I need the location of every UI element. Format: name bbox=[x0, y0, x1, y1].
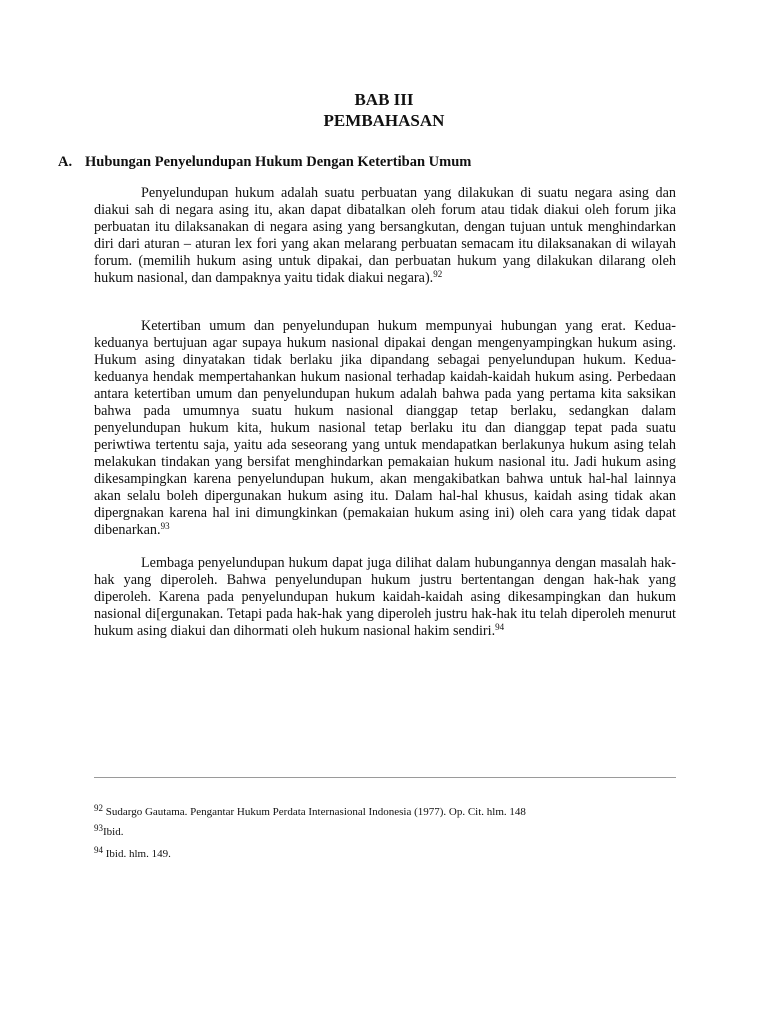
paragraph-3 bbox=[94, 555, 676, 640]
paragraph-text: Ketertiban umum dan penyelundupan hukum mempunyai hubungan yang erat. Kedua-keduanya bertujuan agar supaya hukum nasional dipakai dengan mengenyampingkan hukum asing. Hukum asing dinyatakan tidak berlaku jika dipandang sebagai penyelundupan hukum. Kedua-keduanya hendak mempertahankan hukum nasional terhadap kaidah-kaidah hukum asing. Perbedaan antara ketertiban umum dan penyelundupan hukum adalah bahwa pada yang pertama kita saksikan bahwa pada umumnya suatu hukum nasional dianggap tetap berlaku, sedangkan dalam penyelundupan hukum kita, hukum nasional tetap berlaku itu dan dianggap tepat pada suatu periwtiwa tertentu saja, yaitu ada seseorang yang untuk mendapatkan berlakunya hukum asing telah melakukan tindakan yang bersifat menghindarkan pemakaian hukum nasional itu. Jadi hukum asing dikesampingkan karena penyelundupan hukum, akan mengakibatkan bahwa untuk hal-hal lainnya akan selalu boleh dipergunakan hukum asing itu. Dalam hal-hal khusus, kaidah asing tidak akan dipergnakan karena hal ini dimungkinkan (pemakaian hukum asing ini) oleh cara yang tidak dapat dibenarkan. bbox=[94, 318, 676, 538]
footnote-text: Ibid. bbox=[103, 826, 124, 838]
footnote-92 bbox=[94, 805, 526, 819]
footnote-ref-93[interactable]: 93 bbox=[160, 521, 170, 531]
paragraph-1 bbox=[94, 185, 676, 287]
paragraph-text: Penyelundupan hukum adalah suatu perbuatan yang dilakukan di suatu negara asing dan diakui sah di negara asing itu, akan dapat dibatalkan oleh forum atau tidak diakui oleh forum jika perbuatan itu dilaksanakan di negara asing yang bersangkutan, dengan tujuan untuk menghindarkan diri dari aturan – aturan lex fori yang akan melarang perbuatan semacam itu dilaksanakan di wilayah forum. (memilih hukum asing untuk dipakai, dan perbuatan hukum yang dilakukan dilarang oleh hukum nasional, dan dampaknya yaitu tidak diakui negara). bbox=[94, 185, 676, 286]
section-letter: A. bbox=[58, 154, 73, 170]
footnote-94 bbox=[94, 847, 171, 861]
chapter-subtitle: PEMBAHASAN bbox=[323, 111, 445, 130]
footnote-number: 93 bbox=[94, 823, 103, 833]
footnote-ref-94[interactable]: 94 bbox=[495, 622, 505, 632]
section-heading bbox=[58, 153, 471, 171]
section-title-text: Hubungan Penyelundupan Hukum Dengan Ketertiban Umum bbox=[85, 154, 472, 170]
footnote-93 bbox=[94, 825, 123, 839]
paragraph-2 bbox=[94, 318, 676, 539]
paragraph-text: Lembaga penyelundupan hukum dapat juga dilihat dalam hubungannya dengan masalah hak-hak yang diperoleh. Bahwa penyelundupan hukum justru bertentangan dengan hak-hak yang diperoleh. Karena pada penyelundupan hukum kaidah-kaidah asing dikesampingkan dan hukum nasional di[ergunakan. Tetapi pada hak-hak yang diperoleh justru hak-hak itu telah diperoleh menurut hukum asing diakui dan dihormati oleh hukum nasional hakim sendiri. bbox=[94, 555, 676, 639]
footnote-separator bbox=[94, 777, 676, 778]
footnote-number: 94 bbox=[94, 845, 103, 855]
footnote-text: Sudargo Gautama. Pengantar Hukum Perdata Internasional Indonesia (1977). Op. Cit. hlm. 148 bbox=[103, 806, 526, 818]
footnote-ref-92[interactable]: 92 bbox=[433, 269, 443, 279]
footnote-text: Ibid. hlm. 149. bbox=[103, 848, 171, 860]
chapter-title: BAB III bbox=[354, 90, 414, 109]
footnote-number: 92 bbox=[94, 803, 103, 813]
